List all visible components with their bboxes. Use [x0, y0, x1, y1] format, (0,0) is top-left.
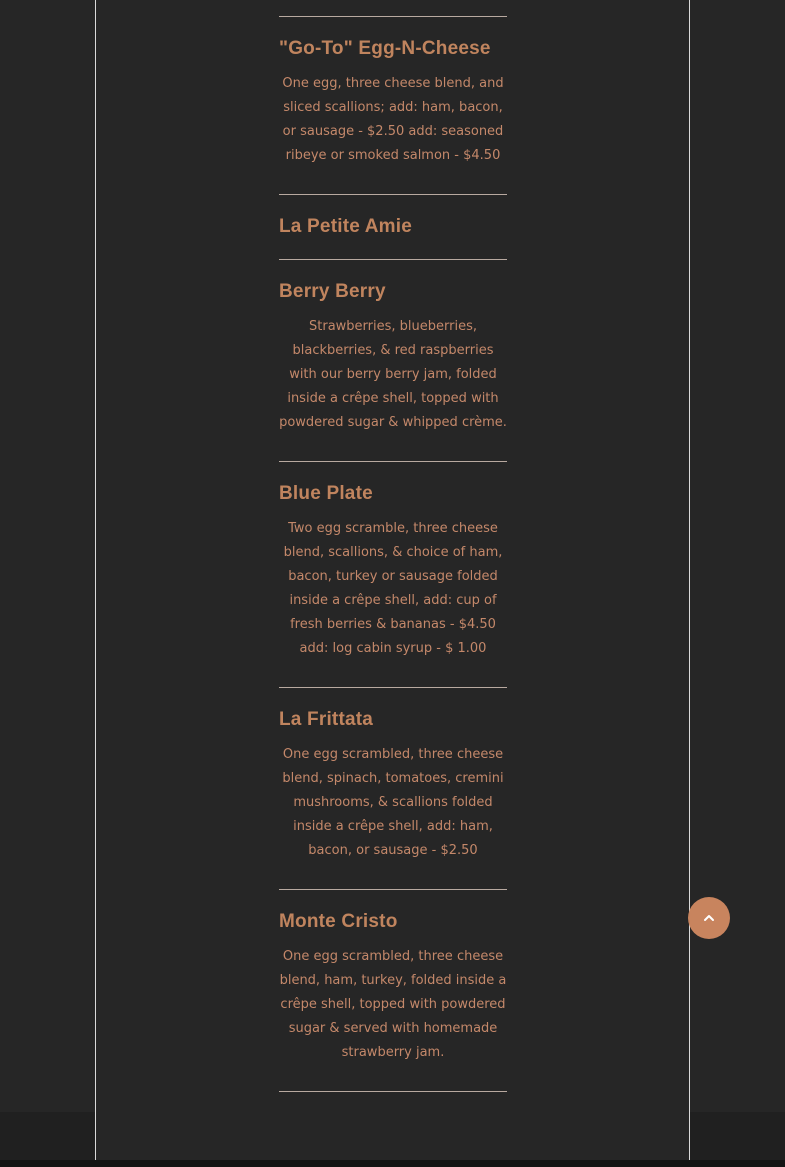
- divider: [279, 194, 507, 195]
- footer-strip: [0, 1160, 785, 1167]
- chevron-up-icon: [702, 911, 716, 925]
- menu-item-la-frittata: [279, 708, 507, 863]
- menu-item-description: Two egg scramble, three cheese blend, scallions, & choice of ham, bacon, turkey or sausage folded inside a crêpe shell, add: cup of fresh berries & bananas - $4.50 add: log cabin syrup - $ 1.00: [283, 521, 503, 656]
- divider: [279, 16, 507, 17]
- menu-item-title: La Petite Amie: [279, 216, 413, 237]
- menu-item-description: One egg scrambled, three cheese blend, ham, turkey, folded inside a crêpe shell, topped with powdered sugar & served with homemade strawberry jam.: [279, 949, 507, 1060]
- divider: [279, 889, 507, 890]
- menu-item-title: Blue Plate: [279, 483, 373, 504]
- menu-item-berry-berry: [279, 280, 507, 435]
- menu-item-title: Monte Cristo: [279, 911, 398, 932]
- divider: [279, 1091, 507, 1092]
- menu-item-la-petite-amie: [279, 215, 507, 239]
- menu-item-go-to-egg-n-cheese: [279, 37, 507, 168]
- menu-item-description: One egg, three cheese blend, and sliced scallions; add: ham, bacon, or sausage - $2.50 add: seasoned ribeye or smoked salmon - $4.50: [282, 76, 504, 163]
- menu-item-title: La Frittata: [279, 709, 374, 730]
- menu-item-description: One egg scrambled, three cheese blend, spinach, tomatoes, cremini mushrooms, & scallions folded inside a crêpe shell, add: ham, bacon, or sausage - $2.50: [282, 747, 504, 858]
- back-to-top-button[interactable]: [688, 897, 730, 939]
- divider: [279, 687, 507, 688]
- menu-item-description: Strawberries, blueberries, blackberries, & red raspberries with our berry berry jam, folded inside a crêpe shell, topped with powdered sugar & whipped crème.: [279, 319, 507, 430]
- divider: [279, 461, 507, 462]
- menu-item-monte-cristo: [279, 910, 507, 1065]
- divider: [279, 259, 507, 260]
- menu-item-title: Berry Berry: [279, 281, 386, 302]
- menu-item-title: "Go-To" Egg-N-Cheese: [279, 38, 491, 59]
- menu-item-blue-plate: [279, 482, 507, 661]
